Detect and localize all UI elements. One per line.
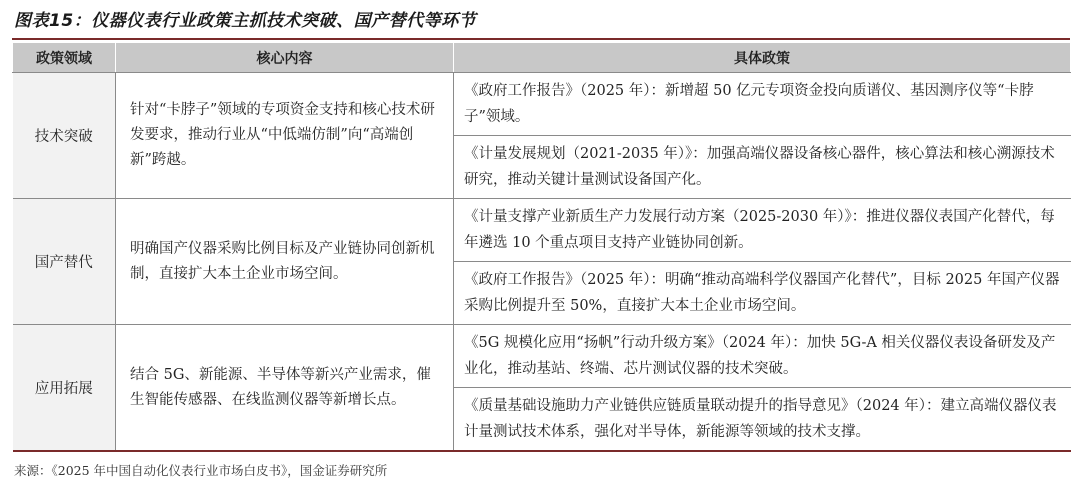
area-cell: 技术突破 <box>13 73 116 199</box>
figure-title: 图表15：仪器仪表行业政策主抓技术突破、国产替代等环节 <box>14 11 477 31</box>
table-row <box>13 325 1071 388</box>
table-row <box>13 73 1071 136</box>
core-cell: 明确国产仪器采购比例目标及产业链协同创新机制，直接扩大本土企业市场空间。 <box>116 199 454 325</box>
core-cell: 针对“卡脖子”领域的专项资金支持和核心技术研发要求，推动行业从“中低端仿制”向“高端创新”跨越。 <box>116 73 454 199</box>
source-note: 来源：《2025 年中国自动化仪表行业市场白皮书》，国金证券研究所 <box>14 463 388 478</box>
area-cell: 应用拓展 <box>13 325 116 452</box>
table-row <box>13 199 1071 262</box>
area-cell: 国产替代 <box>13 199 116 325</box>
policy-cell: 《计量支撑产业新质生产力发展行动方案（2025-2030 年）》：推进仪器仪表国产化替代，每年遴选 10 个重点项目支持产业链协同创新。 <box>454 199 1071 262</box>
table-header-row <box>13 43 1071 73</box>
header-area: 政策领域 <box>13 43 116 73</box>
header-policy: 具体政策 <box>454 43 1071 73</box>
policy-table <box>12 43 1071 452</box>
policy-cell: 《政府工作报告》（2025 年）：明确“推动高端科学仪器国产化替代”，目标 2025 年国产仪器采购比例提升至 50%，直接扩大本土企业市场空间。 <box>454 262 1071 325</box>
policy-cell: 《政府工作报告》（2025 年）：新增超 50 亿元专项资金投向质谱仪、基因测序仪等“卡脖子”领域。 <box>454 73 1071 136</box>
table-top-rule <box>12 38 1070 40</box>
policy-cell: 《质量基础设施助力产业链供应链质量联动提升的指导意见》（2024 年）：建立高端仪器仪表计量测试技术体系，强化对半导体，新能源等领域的技术支撑。 <box>454 388 1071 452</box>
header-core: 核心内容 <box>116 43 454 73</box>
core-cell: 结合 5G、新能源、半导体等新兴产业需求，催生智能传感器、在线监测仪器等新增长点。 <box>116 325 454 452</box>
policy-cell: 《计量发展规划（2021-2035 年）》：加强高端仪器设备核心器件，核心算法和核心溯源技术研究，推动关键计量测试设备国产化。 <box>454 136 1071 199</box>
policy-cell: 《5G 规模化应用“扬帆”行动升级方案》（2024 年）：加快 5G-A 相关仪器仪表设备研发及产业化，推动基站、终端、芯片测试仪器的技术突破。 <box>454 325 1071 388</box>
